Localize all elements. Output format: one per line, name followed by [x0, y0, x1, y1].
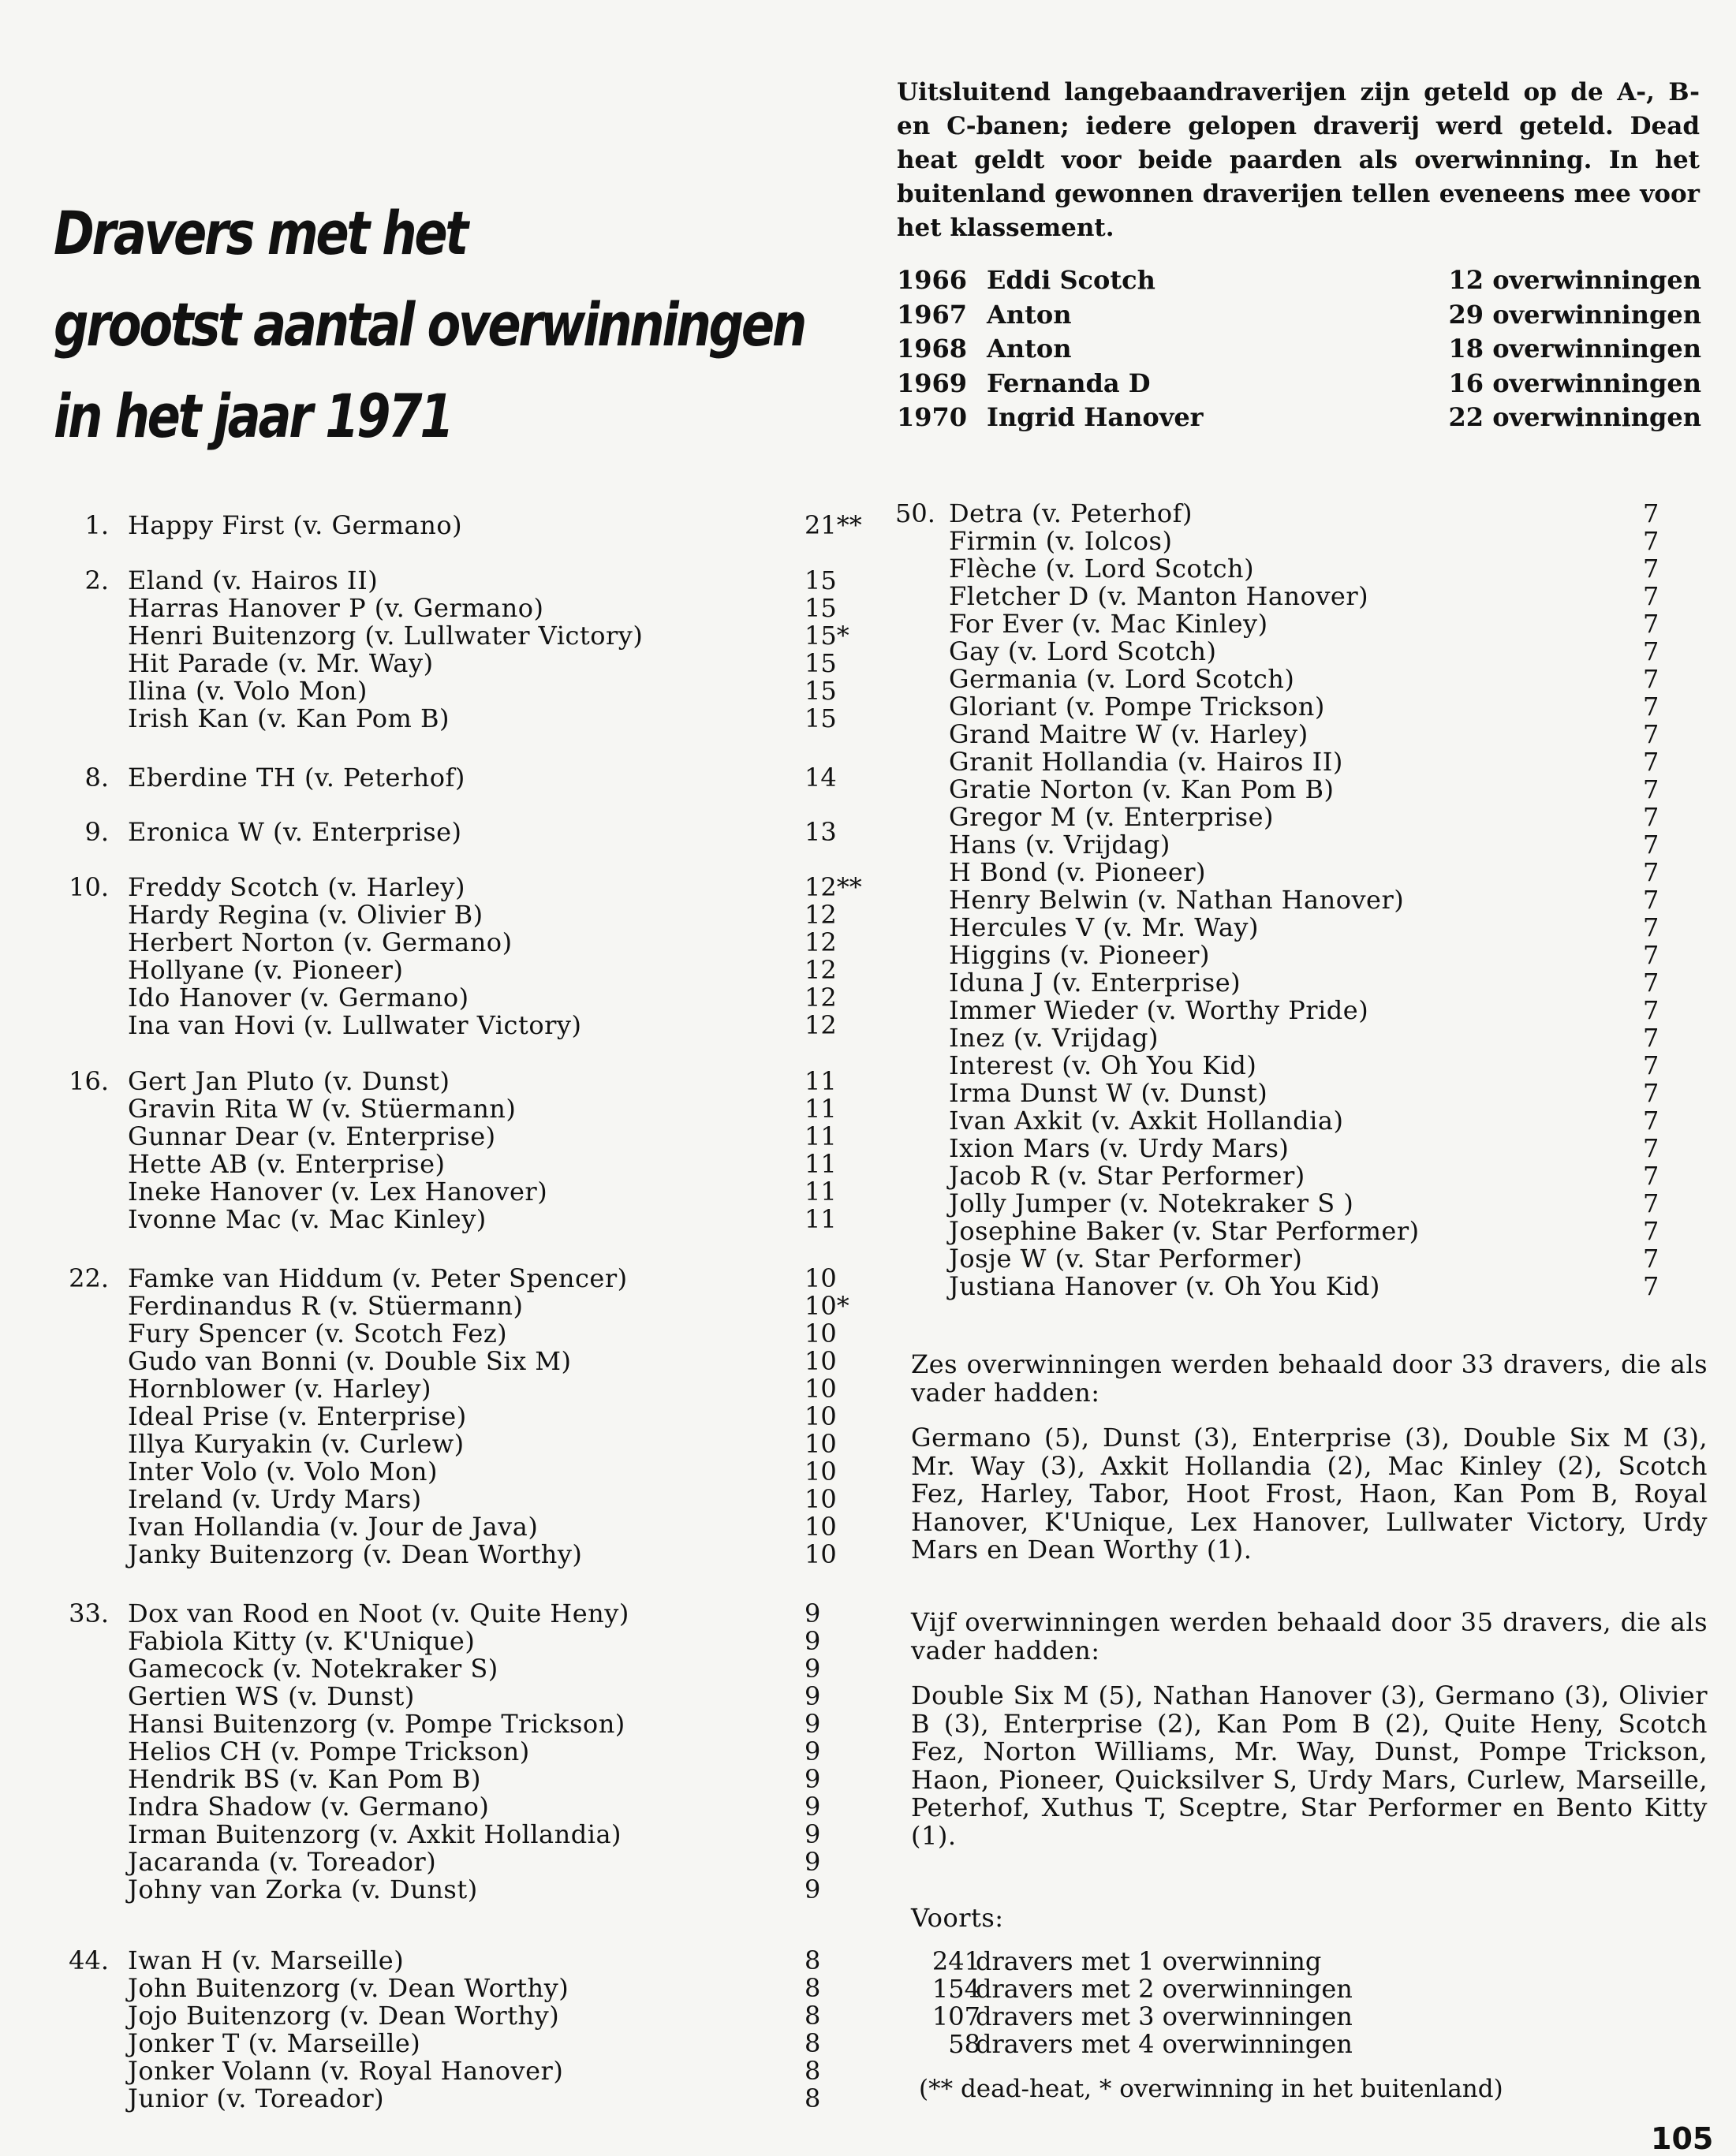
horse-name: Henri Buitenzorg (v. Lullwater Victory) — [128, 621, 644, 651]
horse-name: Ido Hanover (v. Germano) — [128, 983, 469, 1013]
win-count: 7 — [1643, 912, 1659, 942]
horse-name: Jonker Volann (v. Royal Hanover) — [128, 2056, 564, 2086]
win-count: 14 — [805, 763, 837, 793]
win-count: 15* — [805, 621, 849, 651]
horse-name: Hette AB (v. Enterprise) — [128, 1149, 446, 1179]
title-line-1: Dravers met het — [54, 198, 466, 268]
win-count: 13 — [805, 817, 837, 847]
history-count: 29 overwinningen — [1448, 299, 1701, 330]
horse-name: Freddy Scotch (v. Harley) — [128, 872, 465, 902]
stat-text: dravers met 1 overwinning — [976, 1946, 1322, 1976]
horse-name: Justiana Hanover (v. Oh You Kid) — [949, 1271, 1380, 1301]
history-row — [897, 265, 1701, 300]
win-count: 7 — [1643, 1161, 1659, 1191]
win-count: 7 — [1643, 636, 1659, 666]
history-year: 1966 — [897, 265, 968, 295]
win-count: 9 — [805, 1847, 821, 1877]
horse-name: Ivan Axkit (v. Axkit Hollandia) — [949, 1106, 1344, 1136]
win-count: 9 — [805, 1792, 821, 1822]
rank-number: 10. — [69, 872, 109, 902]
horse-name: Inez (v. Vrijdag) — [949, 1023, 1159, 1053]
horse-name: Famke van Hiddum (v. Peter Spencer) — [128, 1263, 628, 1293]
six-wins-sires: Germano (5), Dunst (3), Enterprise (3), Double Six M (3), Mr. Way (3), Axkit Hollandia (2), Mac Kinley (2), Scotch Fez, Harley, Tabor, Hoot Frost, Haon, Kan Pom B, Royal Hanover, K'Unique, Lex Hanover, Lullwater Victory, Urdy Mars en Dean Worthy (1). — [911, 1423, 1708, 1565]
horse-name: Illya Kuryakin (v. Curlew) — [128, 1429, 465, 1459]
horse-name: Fabiola Kitty (v. K'Unique) — [128, 1626, 476, 1656]
win-count: 7 — [1643, 498, 1659, 528]
win-count: 7 — [1643, 1050, 1659, 1080]
history-horse: Ingrid Hanover — [987, 402, 1204, 432]
win-count: 7 — [1643, 747, 1659, 777]
history-row — [897, 402, 1701, 437]
horse-name: Harras Hanover P (v. Germano) — [128, 593, 544, 623]
horse-name: Hercules V (v. Mr. Way) — [949, 912, 1259, 942]
horse-name: Gudo van Bonni (v. Double Six M) — [128, 1346, 572, 1376]
rank-number: 1. — [84, 510, 109, 540]
win-count: 7 — [1643, 554, 1659, 584]
win-count: 11 — [805, 1066, 837, 1096]
win-count: 10 — [805, 1484, 837, 1514]
horse-name: Ivonne Mac (v. Mac Kinley) — [128, 1204, 487, 1234]
win-count: 7 — [1643, 1188, 1659, 1218]
win-count: 7 — [1643, 692, 1659, 722]
win-count: 12 — [805, 1010, 837, 1040]
rank-number: 44. — [69, 1945, 109, 1975]
horse-name: Iwan H (v. Marseille) — [128, 1945, 405, 1975]
horse-name: Interest (v. Oh You Kid) — [949, 1050, 1257, 1080]
horse-name: Josje W (v. Star Performer) — [949, 1244, 1303, 1274]
six-wins-section — [911, 1351, 1708, 1565]
history-count: 16 overwinningen — [1448, 367, 1701, 398]
horse-name: Gravin Rita W (v. Stüermann) — [128, 1094, 517, 1124]
horse-name: Hit Parade (v. Mr. Way) — [128, 648, 434, 678]
stat-count: 154 — [931, 1974, 980, 2004]
win-count: 11 — [805, 1149, 837, 1179]
win-count: 10* — [805, 1291, 849, 1321]
horse-name: Immer Wieder (v. Worthy Pride) — [949, 995, 1369, 1025]
voorts-stats — [913, 1948, 1465, 2058]
win-count: 9 — [805, 1764, 821, 1794]
history-count: 18 overwinningen — [1448, 334, 1701, 364]
win-count: 10 — [805, 1512, 837, 1542]
horse-name: Gertien WS (v. Dunst) — [128, 1681, 415, 1711]
win-count: 12 — [805, 900, 837, 930]
history-row — [897, 300, 1701, 334]
horse-name: Hardy Regina (v. Olivier B) — [128, 900, 483, 930]
win-count: 12** — [805, 872, 862, 902]
win-count: 11 — [805, 1094, 837, 1124]
horse-name: Irman Buitenzorg (v. Axkit Hollandia) — [128, 1819, 622, 1849]
horse-name: John Buitenzorg (v. Dean Worthy) — [128, 1973, 569, 2003]
stat-count: 58 — [948, 2029, 980, 2059]
horse-name: Junior (v. Toreador) — [128, 2083, 385, 2113]
stat-row — [913, 1975, 1465, 2003]
win-count: 12 — [805, 927, 837, 957]
win-count: 7 — [1643, 1271, 1659, 1301]
stat-count: 241 — [931, 1946, 980, 1976]
win-count: 10 — [805, 1457, 837, 1486]
horse-name: Firmin (v. Iolcos) — [949, 526, 1173, 556]
stat-row — [913, 1948, 1465, 1975]
win-count: 10 — [805, 1263, 837, 1293]
stat-row — [913, 2031, 1465, 2058]
win-count: 9 — [805, 1736, 821, 1766]
five-wins-heading: Vijf overwinningen werden behaald door 35 dravers, die als vader hadden: — [911, 1607, 1708, 1665]
horse-name: Jacob R (v. Star Performer) — [949, 1161, 1305, 1191]
win-count: 8 — [805, 1945, 821, 1975]
horse-name: Irish Kan (v. Kan Pom B) — [128, 703, 450, 733]
horse-name: Eberdine TH (v. Peterhof) — [128, 763, 465, 793]
horse-name: Ivan Hollandia (v. Jour de Java) — [128, 1512, 539, 1542]
win-count: 8 — [805, 2083, 821, 2113]
rank-number: 9. — [84, 817, 109, 847]
intro-text: Uitsluitend langebaandraverijen zijn geteld op de A-, B- en C-banen; iedere gelopen draverij werd geteld. Dead heat geldt voor beide paarden als overwinning. In het buitenland gewonnen draverijen tellen eveneens mee voor het klassement. — [897, 78, 1700, 242]
horse-name: Fury Spencer (v. Scotch Fez) — [128, 1319, 508, 1348]
horse-name: Grand Maitre W (v. Harley) — [949, 719, 1309, 749]
horse-name: Inter Volo (v. Volo Mon) — [128, 1457, 438, 1486]
horse-name: Fletcher D (v. Manton Hanover) — [949, 581, 1369, 611]
six-wins-heading: Zes overwinningen werden behaald door 33 dravers, die als vader hadden: — [911, 1349, 1708, 1408]
win-count: 7 — [1643, 1078, 1659, 1108]
win-count: 7 — [1643, 719, 1659, 749]
win-count: 9 — [805, 1819, 821, 1849]
win-count: 9 — [805, 1598, 821, 1628]
horse-name: Dox van Rood en Noot (v. Quite Heny) — [128, 1598, 629, 1628]
rank-number: 50. — [895, 498, 935, 528]
horse-name: Ideal Prise (v. Enterprise) — [128, 1401, 467, 1431]
horse-name: Ina van Hovi (v. Lullwater Victory) — [128, 1010, 582, 1040]
win-count: 7 — [1643, 885, 1659, 915]
horse-name: Gregor M (v. Enterprise) — [949, 802, 1274, 832]
win-count: 8 — [805, 2001, 821, 2031]
win-count: 7 — [1643, 1106, 1659, 1136]
horse-name: For Ever (v. Mac Kinley) — [949, 609, 1268, 639]
five-wins-section — [911, 1609, 1708, 1850]
win-count: 7 — [1643, 995, 1659, 1025]
horse-name: Eronica W (v. Enterprise) — [128, 817, 462, 847]
horse-name: Ferdinandus R (v. Stüermann) — [128, 1291, 524, 1321]
article-title — [54, 188, 805, 462]
stat-row — [913, 2003, 1465, 2031]
horse-name: Johny van Zorka (v. Dunst) — [128, 1874, 478, 1904]
win-count: 7 — [1643, 526, 1659, 556]
win-count: 7 — [1643, 857, 1659, 887]
history-horse: Anton — [987, 299, 1072, 330]
win-count: 15 — [805, 565, 837, 595]
horse-name: Gert Jan Pluto (v. Dunst) — [128, 1066, 450, 1096]
win-count: 7 — [1643, 1023, 1659, 1053]
horse-name: Detra (v. Peterhof) — [949, 498, 1193, 528]
win-count: 15 — [805, 676, 837, 706]
horse-name: Janky Buitenzorg (v. Dean Worthy) — [128, 1539, 583, 1569]
history-year: 1967 — [897, 299, 968, 330]
win-count: 11 — [805, 1177, 837, 1207]
horse-name: Hendrik BS (v. Kan Pom B) — [128, 1764, 482, 1794]
win-count: 11 — [805, 1121, 837, 1151]
win-count: 7 — [1643, 581, 1659, 611]
rank-number: 8. — [84, 763, 109, 793]
horse-name: Happy First (v. Germano) — [128, 510, 463, 540]
win-count: 12 — [805, 983, 837, 1013]
rank-number: 16. — [69, 1066, 109, 1096]
win-count: 12 — [805, 955, 837, 985]
win-count: 7 — [1643, 664, 1659, 694]
win-count: 7 — [1643, 802, 1659, 832]
win-count: 7 — [1643, 940, 1659, 970]
win-count: 10 — [805, 1539, 837, 1569]
horse-name: Irma Dunst W (v. Dunst) — [949, 1078, 1268, 1108]
win-count: 21** — [805, 510, 862, 540]
win-count: 8 — [805, 2028, 821, 2058]
win-count: 10 — [805, 1429, 837, 1459]
win-count: 9 — [805, 1874, 821, 1904]
win-count: 7 — [1643, 1133, 1659, 1163]
horse-name: Hans (v. Vrijdag) — [949, 830, 1170, 860]
win-count: 7 — [1643, 609, 1659, 639]
horse-name: Granit Hollandia (v. Hairos II) — [949, 747, 1343, 777]
horse-name: H Bond (v. Pioneer) — [949, 857, 1207, 887]
win-count: 9 — [805, 1681, 821, 1711]
horse-name: Hansi Buitenzorg (v. Pompe Trickson) — [128, 1709, 625, 1739]
five-wins-sires: Double Six M (5), Nathan Hanover (3), Germano (3), Olivier B (3), Enterprise (2), Kan Pom B (2), Quite Heny, Scotch Fez, Norton Williams, Mr. Way, Dunst, Pompe Trickson, Haon, Pioneer, Quicksilver S, Urdy Mars, Curlew, Marseille, Peterhof, Xuthus T, Sceptre, Star Performer en Bento Kitty (1). — [911, 1680, 1708, 1851]
history-horse: Fernanda D — [987, 367, 1151, 398]
horse-name: Jacaranda (v. Toreador) — [128, 1847, 437, 1877]
win-count: 15 — [805, 593, 837, 623]
win-count: 8 — [805, 1973, 821, 2003]
horse-name: Henry Belwin (v. Nathan Hanover) — [949, 885, 1405, 915]
stat-count: 107 — [931, 2001, 980, 2031]
history-row — [897, 368, 1701, 403]
horse-name: Iduna J (v. Enterprise) — [949, 968, 1241, 998]
horse-name: Jolly Jumper (v. Notekraker S ) — [949, 1188, 1354, 1218]
stat-text: dravers met 2 overwinningen — [976, 1974, 1353, 2004]
history-year: 1970 — [897, 402, 968, 432]
horse-name: Herbert Norton (v. Germano) — [128, 927, 513, 957]
win-count: 10 — [805, 1401, 837, 1431]
win-count: 9 — [805, 1626, 821, 1656]
intro-paragraph — [897, 76, 1700, 245]
horse-name: Gunnar Dear (v. Enterprise) — [128, 1121, 496, 1151]
history-row — [897, 334, 1701, 368]
horse-name: Jonker T (v. Marseille) — [128, 2028, 421, 2058]
horse-name: Jojo Buitenzorg (v. Dean Worthy) — [128, 2001, 560, 2031]
horse-name: Ineke Hanover (v. Lex Hanover) — [128, 1177, 548, 1207]
horse-name: Eland (v. Hairos II) — [128, 565, 379, 595]
voorts-label: Voorts: — [911, 1903, 1004, 1933]
horse-name: Josephine Baker (v. Star Performer) — [949, 1216, 1420, 1246]
horse-name: Indra Shadow (v. Germano) — [128, 1792, 490, 1822]
horse-name: Ilina (v. Volo Mon) — [128, 676, 368, 706]
history-table — [897, 265, 1701, 437]
win-count: 7 — [1643, 968, 1659, 998]
history-count: 22 overwinningen — [1448, 402, 1701, 432]
rank-number: 2. — [84, 565, 109, 595]
win-count: 10 — [805, 1319, 837, 1348]
horse-name: Ixion Mars (v. Urdy Mars) — [949, 1133, 1290, 1163]
win-count: 10 — [805, 1374, 837, 1404]
history-count: 12 overwinningen — [1448, 265, 1701, 295]
win-count: 7 — [1643, 1244, 1659, 1274]
win-count: 7 — [1643, 830, 1659, 860]
horse-name: Gamecock (v. Notekraker S) — [128, 1654, 498, 1684]
horse-name: Higgins (v. Pioneer) — [949, 940, 1210, 970]
win-count: 7 — [1643, 774, 1659, 804]
horse-name: Gratie Norton (v. Kan Pom B) — [949, 774, 1335, 804]
page-number: 105 — [1651, 2121, 1714, 2156]
stat-text: dravers met 3 overwinningen — [976, 2001, 1353, 2031]
horse-name: Germania (v. Lord Scotch) — [949, 664, 1295, 694]
horse-name: Hollyane (v. Pioneer) — [128, 955, 404, 985]
title-line-2: grootst aantal overwinningen — [54, 289, 805, 360]
horse-name: Flèche (v. Lord Scotch) — [949, 554, 1255, 584]
history-horse: Eddi Scotch — [987, 265, 1155, 295]
horse-name: Hornblower (v. Harley) — [128, 1374, 431, 1404]
win-count: 7 — [1643, 1216, 1659, 1246]
stat-text: dravers met 4 overwinningen — [976, 2029, 1353, 2059]
footnote: (** dead-heat, * overwinning in het buitenland) — [919, 2075, 1503, 2103]
win-count: 10 — [805, 1346, 837, 1376]
win-count: 9 — [805, 1709, 821, 1739]
history-year: 1968 — [897, 334, 968, 364]
win-count: 8 — [805, 2056, 821, 2086]
history-horse: Anton — [987, 334, 1072, 364]
win-count: 15 — [805, 648, 837, 678]
win-count: 11 — [805, 1204, 837, 1234]
title-line-3: in het jaar 1971 — [54, 381, 452, 451]
horse-name: Helios CH (v. Pompe Trickson) — [128, 1736, 530, 1766]
rank-number: 22. — [69, 1263, 109, 1293]
win-count: 15 — [805, 703, 837, 733]
horse-name: Gloriant (v. Pompe Trickson) — [949, 692, 1325, 722]
win-count: 9 — [805, 1654, 821, 1684]
rank-number: 33. — [69, 1598, 109, 1628]
history-year: 1969 — [897, 367, 968, 398]
horse-name: Gay (v. Lord Scotch) — [949, 636, 1217, 666]
horse-name: Ireland (v. Urdy Mars) — [128, 1484, 422, 1514]
